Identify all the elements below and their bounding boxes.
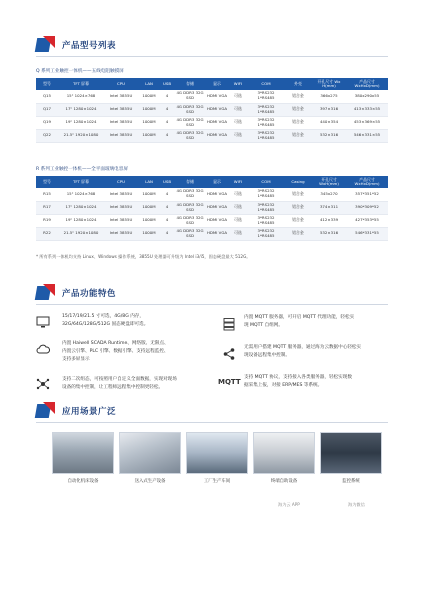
table-cell: Q17 xyxy=(36,103,58,116)
table-cell: 4 xyxy=(160,90,174,103)
column-header: 显示 xyxy=(206,78,228,90)
section-logo-icon xyxy=(36,402,56,420)
table-cell: 3*RS232 1*RS485 xyxy=(248,227,284,240)
table-cell: HDMI VGA xyxy=(206,116,228,129)
table-cell: 4 xyxy=(160,188,174,201)
table-cell: 19" 1280×1024 xyxy=(58,116,104,129)
table-cell: 铝合金 xyxy=(284,116,312,129)
table-cell: 可选 xyxy=(228,116,248,129)
control-room-photo xyxy=(320,432,382,474)
table-cell: HDMI VGA xyxy=(206,227,228,240)
table-cell: 21.5" 1920×1080 xyxy=(58,129,104,142)
column-header: 产品尺寸 WxHxD(mm) xyxy=(346,176,388,188)
table-cell: 3*RS232 1*RS485 xyxy=(248,103,284,116)
column-header: LAN xyxy=(138,176,160,188)
table-cell: Intel 3855U xyxy=(104,103,138,116)
column-header: COM xyxy=(248,78,284,90)
table-cell: HDMI VGA xyxy=(206,188,228,201)
scene-card xyxy=(253,432,315,484)
column-header: 开孔尺寸 WxH(mm) xyxy=(312,176,346,188)
column-header: COM xyxy=(248,176,284,188)
table-cell: 4 xyxy=(160,214,174,227)
column-header: WIFI xyxy=(228,176,248,188)
column-header: USB xyxy=(160,176,174,188)
table-cell: Intel 3855U xyxy=(104,116,138,129)
section-logo-icon xyxy=(36,284,56,302)
table-cell: 412×339 xyxy=(312,214,346,227)
table-cell: 4G DDR3 32G SSD xyxy=(174,129,206,142)
machine-tool-photo xyxy=(52,432,114,474)
table-cell: 可选 xyxy=(228,103,248,116)
table-cell: 铝合金 xyxy=(284,90,312,103)
footnote: * 所有系列一体机均支持 Linux、Windows 操作系统，3855U 处理器可升级为 Intel i3/i5，固态硬盘最大 512G。 xyxy=(36,254,251,259)
scene-caption: 终端自助设备 xyxy=(270,479,298,484)
table-cell: R19 xyxy=(36,214,58,227)
table-cell: 4G DDR3 32G SSD xyxy=(174,116,206,129)
table-cell: 4G DDR3 32G SSD xyxy=(174,201,206,214)
table-cell: 15" 1024×768 xyxy=(58,188,104,201)
table-cell: Q15 xyxy=(36,90,58,103)
footer-wechat-label: 海为微信 xyxy=(348,502,365,507)
table-cell: Q22 xyxy=(36,129,58,142)
feature-text-1: 15/17/19/21.5 寸可选，4G/8G 内存， 32G/64G/128G/512G 固态硬盘即可选。 xyxy=(62,314,149,327)
table-row xyxy=(36,201,388,214)
column-header: 存储 xyxy=(174,78,206,90)
column-header: 存储 xyxy=(174,176,206,188)
section-header-features xyxy=(36,282,116,304)
table-row xyxy=(36,129,388,142)
table-cell: 374×311 xyxy=(312,201,346,214)
table-caption-r: R 系列工业触控一体机——全平面玻璃电容屏 xyxy=(36,167,128,172)
table-cell: 19" 1280×1024 xyxy=(58,214,104,227)
table-cell: 345x270 xyxy=(312,188,346,201)
table-cell: Intel 3855U xyxy=(104,201,138,214)
table-cell: 可选 xyxy=(228,129,248,142)
table-cell: HDMI VGA xyxy=(206,90,228,103)
spec-table-q xyxy=(36,78,388,143)
table-cell: Intel 3855U xyxy=(104,214,138,227)
feature-text-6: 支持 MQTT 协议，支持接入各类服务器，轻松实现数 据采集上报，对接 ERP/MES 等系统。 xyxy=(244,375,352,388)
table-cell: 3*RS232 1*RS485 xyxy=(248,90,284,103)
table-cell: 1000M xyxy=(138,227,160,240)
table-cell: 380x290x55 xyxy=(346,90,388,103)
mqtt-server-icon xyxy=(222,316,236,330)
scene-caption: 监控系统 xyxy=(342,479,360,484)
table-cell: 铝合金 xyxy=(284,201,312,214)
table-cell: 4 xyxy=(160,201,174,214)
column-header: CPU xyxy=(104,78,138,90)
section-header-scenes xyxy=(36,400,116,422)
column-header: 产品尺寸 WxHxD(mm) xyxy=(346,78,388,90)
table-cell: 1000M xyxy=(138,129,160,142)
feature-text-3: 支持二次组态，可按照用户自定义全面数据，实现对现场 设备的集中控制，让工程师远程集中控制更轻松。 xyxy=(62,377,177,390)
table-header-row xyxy=(36,176,388,188)
table-cell: 可选 xyxy=(228,214,248,227)
factory-workshop-photo xyxy=(186,432,248,474)
table-row xyxy=(36,188,388,201)
table-cell: 413×333×55 xyxy=(346,103,388,116)
table-cell: 453×369×55 xyxy=(346,116,388,129)
section-header-models xyxy=(36,34,116,56)
screen-size-icon xyxy=(36,314,50,328)
network-node-icon xyxy=(36,376,50,390)
section-logo-icon xyxy=(36,36,56,54)
table-cell: HDMI VGA xyxy=(206,214,228,227)
mqtt-label: MQTT xyxy=(218,378,241,386)
table-cell: 4 xyxy=(160,227,174,240)
table-cell: 4G DDR3 32G SSD xyxy=(174,214,206,227)
column-header: TFT 屏幕 xyxy=(58,176,104,188)
scene-caption: 送入式生产设备 xyxy=(134,479,166,484)
table-cell: HDMI VGA xyxy=(206,201,228,214)
table-cell: 3*RS232 1*RS485 xyxy=(248,188,284,201)
section-title: 应用场景广泛 xyxy=(62,407,117,417)
table-cell: Intel 3855U xyxy=(104,227,138,240)
table-cell: 546×331×55 xyxy=(346,129,388,142)
table-cell: 397×316 xyxy=(312,103,346,116)
table-cell: 3*RS232 1*RS485 xyxy=(248,201,284,214)
column-header: 型号 xyxy=(36,78,58,90)
table-cell: 1000M xyxy=(138,214,160,227)
table-cell: 可选 xyxy=(228,90,248,103)
table-header-row xyxy=(36,78,388,90)
column-header: 开孔尺寸 Wx H(mm) xyxy=(312,78,346,90)
scene-caption: 工厂生产车间 xyxy=(203,479,231,484)
scene-caption: 自动化机床设备 xyxy=(67,479,99,484)
table-cell: 440×354 xyxy=(312,116,346,129)
section-divider xyxy=(36,56,388,57)
table-cell: Intel 3855U xyxy=(104,129,138,142)
table-caption-q: Q 系列工业触控一体机——五线电阻触摸屏 xyxy=(36,69,124,74)
table-cell: 1000M xyxy=(138,116,160,129)
table-cell: 4G DDR3 32G SSD xyxy=(174,103,206,116)
table-cell: 4 xyxy=(160,103,174,116)
table-cell: HDMI VGA xyxy=(206,129,228,142)
table-cell: 铝合金 xyxy=(284,214,312,227)
table-cell: 17" 1280×1024 xyxy=(58,201,104,214)
table-row xyxy=(36,116,388,129)
table-cell: 1000M xyxy=(138,90,160,103)
table-cell: 15" 1024×768 xyxy=(58,90,104,103)
table-cell: 铝合金 xyxy=(284,227,312,240)
section-title: 产品功能特色 xyxy=(62,289,117,299)
table-cell: 390*309*52 xyxy=(346,201,388,214)
spec-table-r xyxy=(36,176,388,241)
table-cell: Q19 xyxy=(36,116,58,129)
table-cell: HDMI VGA xyxy=(206,103,228,116)
column-header: WIFI xyxy=(228,78,248,90)
scene-card xyxy=(52,432,114,484)
table-cell: 可选 xyxy=(228,227,248,240)
table-cell: 546*331*55 xyxy=(346,227,388,240)
section-title: 产品型号列表 xyxy=(62,41,117,51)
kiosk-photo xyxy=(253,432,315,474)
table-cell: 357*351*52 xyxy=(346,188,388,201)
section-divider xyxy=(36,304,388,305)
scene-card xyxy=(320,432,382,484)
table-cell: 铝合金 xyxy=(284,129,312,142)
table-cell: 1000M xyxy=(138,103,160,116)
table-cell: 铝合金 xyxy=(284,188,312,201)
table-cell: R22 xyxy=(36,227,58,240)
table-cell: 1000M xyxy=(138,188,160,201)
column-header: USB xyxy=(160,78,174,90)
table-cell: 铝合金 xyxy=(284,103,312,116)
table-row xyxy=(36,214,388,227)
table-cell: 4G DDR3 32G SSD xyxy=(174,90,206,103)
footer-app-label: 海为云 APP xyxy=(278,502,300,507)
column-header: 外壳 xyxy=(284,78,312,90)
table-cell: 4G DDR3 32G SSD xyxy=(174,227,206,240)
table-row xyxy=(36,90,388,103)
table-cell: 427*353*55 xyxy=(346,214,388,227)
table-cell: 可选 xyxy=(228,201,248,214)
section-divider xyxy=(36,422,388,423)
table-cell: 1000M xyxy=(138,201,160,214)
table-cell: R15 xyxy=(36,188,58,201)
production-line-photo xyxy=(119,432,181,474)
table-cell: Intel 3855U xyxy=(104,90,138,103)
column-header: LAN xyxy=(138,78,160,90)
scene-card xyxy=(119,432,181,484)
column-header: 型号 xyxy=(36,176,58,188)
table-cell: 4G DDR3 32G SSD xyxy=(174,188,206,201)
table-cell: 可选 xyxy=(228,188,248,201)
table-cell: R17 xyxy=(36,201,58,214)
feature-text-5: 无需用户搭建 MQTT 服务器，通过海为云数据中心轻松实 现设备远程集中控制。 xyxy=(244,345,362,358)
column-header: 显示 xyxy=(206,176,228,188)
table-cell: 3*RS232 1*RS485 xyxy=(248,129,284,142)
table-cell: 17" 1280×1024 xyxy=(58,103,104,116)
column-header: CPU xyxy=(104,176,138,188)
table-cell: 532×316 xyxy=(312,227,346,240)
share-icon xyxy=(222,346,236,360)
column-header: TFT 屏幕 xyxy=(58,78,104,90)
table-cell: 366x275 xyxy=(312,90,346,103)
table-cell: 3*RS232 1*RS485 xyxy=(248,214,284,227)
table-cell: Intel 3855U xyxy=(104,188,138,201)
table-cell: 4 xyxy=(160,129,174,142)
table-cell: 3*RS232 1*RS485 xyxy=(248,116,284,129)
feature-text-2: 内置 Haiwell SCADA Runtime、网络版、无限点、 内置云引擎、PLC 引擎、数据引擎、支持远程监控、 支持多屏显示 xyxy=(62,341,169,362)
table-cell: 4 xyxy=(160,116,174,129)
scene-card xyxy=(186,432,248,484)
column-header: Casing xyxy=(284,176,312,188)
table-cell: 21.5" 1920×1080 xyxy=(58,227,104,240)
table-row xyxy=(36,227,388,240)
table-cell: 532×316 xyxy=(312,129,346,142)
feature-text-4: 内置 MQTT 服务器，可开启 MQTT 代理功能，轻松实 现 MQTT 自组网。 xyxy=(244,315,355,328)
table-row xyxy=(36,103,388,116)
cloud-icon xyxy=(36,342,50,356)
